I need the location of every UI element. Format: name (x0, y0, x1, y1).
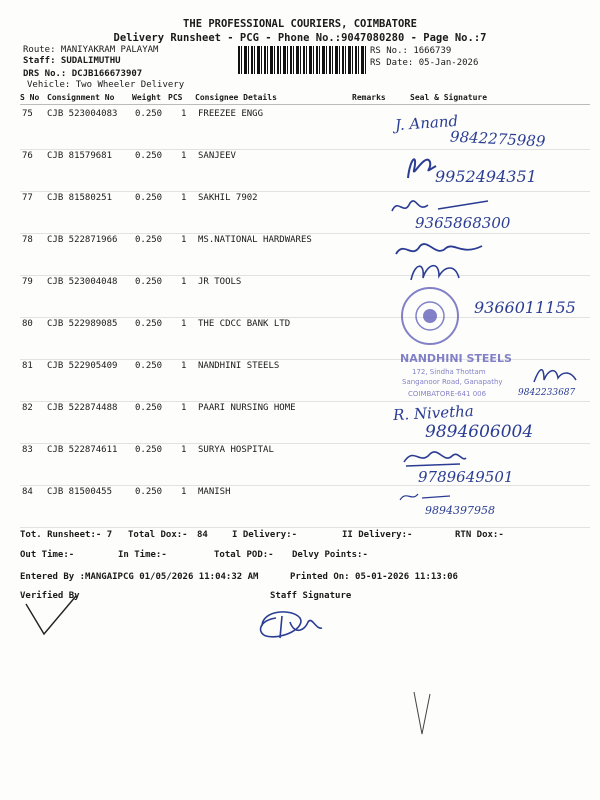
row-sno: 75 (22, 109, 33, 119)
staff-signature-drawing (252, 604, 332, 644)
signature-scribble (530, 362, 580, 388)
rs-number: RS No.: 1666739 (370, 46, 452, 56)
total-dox-value: 84 (197, 530, 208, 540)
column-header-row (20, 93, 590, 105)
row-pcs: 1 (181, 151, 187, 161)
row-consignment: CJB 523004048 (47, 277, 118, 287)
pen-mark (408, 688, 438, 738)
row-weight: 0.250 (135, 319, 163, 329)
row-weight: 0.250 (135, 403, 163, 413)
verified-by-label: Verified By (20, 591, 80, 601)
entered-by: Entered By :MANGAIPCG 01/05/2026 11:04:32 AM (20, 572, 259, 582)
stamp-line: COIMBATORE-641 006 (408, 390, 487, 398)
table-row (20, 359, 590, 402)
stamp-line: NANDHINI STEELS (400, 352, 512, 365)
signature-name: R. Nivetha (392, 401, 475, 425)
row-sno: 84 (22, 487, 33, 497)
table-row (20, 485, 590, 528)
row-consignment: CJB 522874611 (47, 445, 118, 455)
row-consignment: CJB 81500455 (47, 487, 113, 497)
stamp-line: 172, Sindha Thottam (412, 368, 486, 376)
row-consignee: SANJEEV (198, 151, 236, 161)
row-consignee: THE CDCC BANK LTD (198, 319, 291, 329)
signature-phone: 9789649501 (418, 468, 514, 486)
signature-scribble (396, 488, 456, 504)
row-consignee: MANISH (198, 487, 231, 497)
row-consignee: JR TOOLS (198, 277, 242, 287)
signature-scribble (400, 444, 470, 470)
row-weight: 0.250 (135, 109, 163, 119)
staff-label: Staff: SUDALIMUTHU (23, 56, 121, 66)
row-sno: 83 (22, 445, 33, 455)
signature-phone: 9842233687 (518, 388, 576, 398)
row-consignment: CJB 522871966 (47, 235, 118, 245)
row-consignment: CJB 522874488 (47, 403, 118, 413)
col-consignment: Consignment No (47, 93, 115, 102)
row-sno: 76 (22, 151, 33, 161)
col-pcs: PCS (168, 93, 183, 102)
staff-signature-label: Staff Signature (270, 591, 352, 601)
signature-scribble (400, 148, 440, 184)
signature-phone: 9894397958 (425, 504, 495, 517)
row-consignee: FREEZEE ENGG (198, 109, 264, 119)
total-pod: Total POD:- (214, 550, 274, 560)
row-sno: 77 (22, 193, 33, 203)
row-pcs: 1 (181, 403, 187, 413)
row-consignment: CJB 81579681 (47, 151, 113, 161)
row-consignment: CJB 81580251 (47, 193, 113, 203)
row-consignment: CJB 522905409 (47, 361, 118, 371)
total-dox-label: Total Dox:- (128, 530, 188, 540)
in-time: In Time:- (118, 550, 167, 560)
stamp-line: Sanganoor Road, Ganapathy (402, 378, 503, 386)
route-label: Route: MANIYAKRAM PALAYAM (23, 45, 159, 55)
row-weight: 0.250 (135, 235, 163, 245)
drs-label: DRS No.: DCJB166673907 (23, 69, 143, 79)
col-remarks: Remarks (352, 93, 386, 102)
col-sno: S No (20, 93, 40, 102)
row-pcs: 1 (181, 193, 187, 203)
row-consignee: PAARI NURSING HOME (198, 403, 296, 413)
row-pcs: 1 (181, 235, 187, 245)
row-consignment: CJB 523004083 (47, 109, 118, 119)
barcode (238, 46, 366, 74)
row-sno: 79 (22, 277, 33, 287)
delvy-points: Delvy Points:- (292, 550, 368, 560)
row-weight: 0.250 (135, 193, 163, 203)
row-weight: 0.250 (135, 151, 163, 161)
row-sno: 82 (22, 403, 33, 413)
col-weight: Weight (132, 93, 161, 102)
signature-name: J. Anand (394, 111, 459, 135)
signature-scribble (405, 258, 465, 286)
row-pcs: 1 (181, 319, 187, 329)
signature-phone: 9366011155 (474, 298, 576, 317)
row-pcs: 1 (181, 445, 187, 455)
row-consignee: MS.NATIONAL HARDWARES (198, 235, 312, 245)
vehicle-label: Vehicle: Two Wheeler Delivery (27, 80, 185, 90)
runsheet-title: Delivery Runsheet - PCG - Phone No.:9047080280 - Page No.:7 (113, 32, 487, 44)
signature-phone: 9952494351 (435, 167, 537, 186)
row-sno: 80 (22, 319, 33, 329)
row-consignee: SAKHIL 7902 (198, 193, 258, 203)
signature-phone: 9365868300 (415, 214, 511, 232)
signature-phone: 9894606004 (425, 422, 534, 442)
row-consignment: CJB 522989085 (47, 319, 118, 329)
col-consignee: Consignee Details (195, 93, 277, 102)
i-delivery: I Delivery:- (232, 530, 298, 540)
row-consignee: NANDHINI STEELS (198, 361, 280, 371)
row-pcs: 1 (181, 487, 187, 497)
row-weight: 0.250 (135, 445, 163, 455)
rs-date: RS Date: 05-Jan-2026 (370, 58, 479, 68)
company-title: THE PROFESSIONAL COURIERS, COIMBATORE (183, 18, 417, 30)
out-time: Out Time:- (20, 550, 75, 560)
signature-phone: 9842275989 (449, 127, 546, 151)
row-pcs: 1 (181, 109, 187, 119)
ii-delivery: II Delivery:- (342, 530, 413, 540)
row-sno: 78 (22, 235, 33, 245)
table-row (20, 233, 590, 276)
row-consignee: SURYA HOSPITAL (198, 445, 274, 455)
row-pcs: 1 (181, 277, 187, 287)
row-sno: 81 (22, 361, 33, 371)
bank-seal (398, 284, 462, 348)
printed-on: Printed On: 05-01-2026 11:13:06 (290, 572, 458, 582)
tot-runsheet: Tot. Runsheet:- 7 (20, 530, 113, 540)
row-weight: 0.250 (135, 361, 163, 371)
rtn-dox: RTN Dox:- (455, 530, 504, 540)
row-weight: 0.250 (135, 487, 163, 497)
verified-checkmark (22, 592, 82, 640)
row-pcs: 1 (181, 361, 187, 371)
row-weight: 0.250 (135, 277, 163, 287)
col-signature: Seal & Signature (410, 93, 488, 102)
